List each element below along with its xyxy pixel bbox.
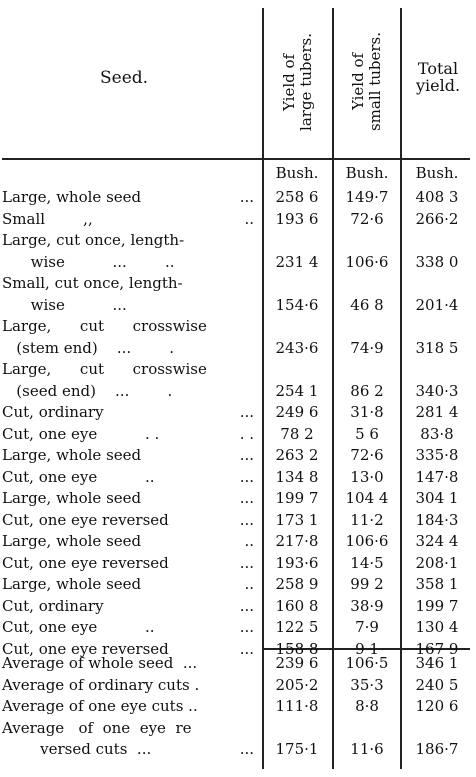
row-label xyxy=(2,403,258,421)
unit-label: Bush. xyxy=(415,164,459,182)
small-yield-cell: 72·6 xyxy=(350,446,384,464)
large-yield-cell: 78 2 xyxy=(280,424,314,443)
total-yield-cell: 147·8 xyxy=(415,467,459,486)
row-leader-dots: ... xyxy=(239,188,254,206)
row-label xyxy=(2,511,258,529)
row-label xyxy=(2,575,258,593)
total-yield-cell: 304 1 xyxy=(415,489,459,507)
large-yield-cell: 154·6 xyxy=(275,295,319,314)
row-leader-dots: .. xyxy=(244,575,254,593)
large-yield-cell: 122 5 xyxy=(275,618,319,636)
row-label-text: Large, whole seed xyxy=(2,489,142,507)
total-yield-cell: 318 5 xyxy=(415,338,459,357)
row-label xyxy=(2,532,258,550)
row-label-text: wise ... xyxy=(2,295,127,314)
row-label-text: (stem end) ... . xyxy=(2,338,175,357)
row-label-text: Small ,, xyxy=(2,209,93,228)
total-yield-cell: 208·1 xyxy=(415,553,459,572)
small-tubers-header: Yield of small tubers. xyxy=(349,32,384,132)
row-label-text: Large, cut once, length- xyxy=(2,231,185,249)
total-yield-cell: 120 6 xyxy=(415,697,459,715)
row-leader-dots: ... xyxy=(239,553,254,572)
row-label-text: Large, whole seed xyxy=(2,446,142,464)
total-yield-cell: 338 0 xyxy=(415,252,459,271)
row-label xyxy=(2,697,258,715)
large-yield-cell: 160 8 xyxy=(275,596,319,615)
row-label-text: Cut, one eye .. xyxy=(2,467,155,486)
large-tubers-header: Yield of large tubers. xyxy=(280,33,315,131)
total-yield-cell: 201·4 xyxy=(415,295,459,314)
row-label-text: Small, cut once, length- xyxy=(2,274,183,292)
large-yield-cell: 193·6 xyxy=(275,553,319,572)
row-label-text: Large, whole seed xyxy=(2,575,142,593)
small-yield-cell: 106·6 xyxy=(345,252,389,271)
row-label-text: Large, whole seed xyxy=(2,188,142,206)
row-leader-dots: ... xyxy=(239,618,254,636)
row-label xyxy=(2,188,258,206)
large-yield-cell: 111·8 xyxy=(275,697,319,715)
row-label-text: Large, whole seed xyxy=(2,532,142,550)
row-label xyxy=(2,489,258,507)
row-leader-dots: ... xyxy=(239,740,254,758)
large-yield-cell: 249 6 xyxy=(275,403,319,421)
row-leader-dots: ... xyxy=(239,596,254,615)
row-label xyxy=(2,382,258,400)
row-label-text: Average of whole seed ... xyxy=(2,654,198,672)
row-label xyxy=(2,446,258,464)
small-yield-cell: 11·6 xyxy=(350,740,384,758)
small-yield-cell: 86 2 xyxy=(350,381,384,400)
small-yield-cell: 9 1 xyxy=(355,639,379,658)
row-label-text: Cut, one eye reversed xyxy=(2,510,169,529)
row-label-text: Large, cut crosswise xyxy=(2,360,207,378)
large-yield-cell: 254 1 xyxy=(275,381,319,400)
total-yield-cell: 340·3 xyxy=(415,381,459,400)
total-yield-cell: 281 4 xyxy=(415,403,459,421)
row-label-text: versed cuts ... xyxy=(2,740,152,758)
row-label-text: (seed end) ... . xyxy=(2,381,173,400)
small-yield-cell: 104 4 xyxy=(345,489,389,507)
row-label-text: Cut, ordinary xyxy=(2,403,104,421)
large-yield-cell: 158 8 xyxy=(275,639,319,658)
small-yield-cell: 38·9 xyxy=(350,596,384,615)
row-label xyxy=(2,253,258,271)
row-label xyxy=(2,554,258,572)
row-label xyxy=(2,597,258,615)
row-leader-dots: .. xyxy=(244,209,254,228)
large-yield-cell: 205·2 xyxy=(275,675,319,694)
small-yield-cell: 99 2 xyxy=(350,575,384,593)
small-yield-cell: 7·9 xyxy=(355,618,379,636)
total-yield-cell: 324 4 xyxy=(415,532,459,550)
row-label xyxy=(2,740,258,758)
total-yield-cell: 408 3 xyxy=(415,188,459,206)
row-label xyxy=(2,210,258,228)
large-yield-cell: 199 7 xyxy=(275,489,319,507)
row-leader-dots: ... xyxy=(239,489,254,507)
large-yield-cell: 239 6 xyxy=(275,654,319,672)
small-yield-cell: 149·7 xyxy=(345,188,389,206)
row-label xyxy=(2,676,258,694)
large-tubers-header-cell xyxy=(264,12,332,152)
large-yield-cell: 258 6 xyxy=(275,188,319,206)
header-rule xyxy=(2,158,470,160)
total-yield-cell: 186·7 xyxy=(415,740,459,758)
row-label-text: Cut, one eye reversed xyxy=(2,553,169,572)
row-label xyxy=(2,274,258,292)
row-label xyxy=(2,317,258,335)
row-label-text: wise ... .. xyxy=(2,252,175,271)
row-label xyxy=(2,360,258,378)
small-yield-cell: 13·0 xyxy=(350,467,384,486)
row-label xyxy=(2,425,258,443)
small-yield-cell: 72·6 xyxy=(350,209,384,228)
row-leader-dots: ... xyxy=(239,510,254,529)
total-yield-cell: 130 4 xyxy=(415,618,459,636)
row-label-text: Average of ordinary cuts . xyxy=(2,675,200,694)
column-divider xyxy=(400,8,402,769)
small-yield-cell: 74·9 xyxy=(350,338,384,357)
row-label xyxy=(2,719,258,737)
total-yield-cell: 346 1 xyxy=(415,654,459,672)
total-yield-cell: 358 1 xyxy=(415,575,459,593)
total-yield-cell: 184·3 xyxy=(415,510,459,529)
total-yield-header: Total yield. xyxy=(415,59,461,95)
large-yield-cell: 173 1 xyxy=(275,510,319,529)
small-yield-cell: 11·2 xyxy=(350,510,384,529)
large-yield-cell: 217·8 xyxy=(275,532,319,550)
small-yield-cell: 46 8 xyxy=(350,295,384,314)
total-yield-cell: 240 5 xyxy=(415,675,459,694)
large-yield-cell: 193 6 xyxy=(275,209,319,228)
row-leader-dots: .. xyxy=(244,532,254,550)
row-label xyxy=(2,231,258,249)
row-leader-dots: ... xyxy=(239,467,254,486)
row-label-text: Cut, one eye reversed xyxy=(2,639,169,658)
unit-label: Bush. xyxy=(275,164,319,182)
row-label-text: Average of one eye cuts .. xyxy=(2,697,198,715)
row-leader-dots: . . xyxy=(239,424,254,443)
large-yield-cell: 243·6 xyxy=(275,338,319,357)
small-yield-cell: 106·6 xyxy=(345,532,389,550)
small-yield-cell: 5 6 xyxy=(355,424,379,443)
total-yield-cell: 83·8 xyxy=(420,424,454,443)
row-label-text: Cut, ordinary xyxy=(2,596,104,615)
small-yield-cell: 106·5 xyxy=(345,654,389,672)
large-yield-cell: 175·1 xyxy=(275,740,319,758)
row-label xyxy=(2,339,258,357)
row-label xyxy=(2,618,258,636)
row-label xyxy=(2,468,258,486)
large-yield-cell: 258 9 xyxy=(275,575,319,593)
row-label-text: Cut, one eye . . xyxy=(2,424,160,443)
small-tubers-header-cell xyxy=(334,12,400,152)
small-yield-cell: 8·8 xyxy=(355,697,379,715)
unit-label: Bush. xyxy=(345,164,389,182)
row-label-text: Large, cut crosswise xyxy=(2,317,207,335)
seed-column-header: Seed. xyxy=(100,68,149,88)
row-leader-dots: ... xyxy=(239,403,254,421)
large-yield-cell: 134 8 xyxy=(275,467,319,486)
row-label xyxy=(2,654,258,672)
total-yield-cell: 199 7 xyxy=(415,596,459,615)
large-yield-cell: 263 2 xyxy=(275,446,319,464)
row-label-text: Cut, one eye .. xyxy=(2,618,155,636)
row-leader-dots: ... xyxy=(239,639,254,658)
small-yield-cell: 35·3 xyxy=(350,675,384,694)
total-yield-cell: 266·2 xyxy=(415,209,459,228)
row-leader-dots: ... xyxy=(239,446,254,464)
total-yield-cell: 335·8 xyxy=(415,446,459,464)
row-label xyxy=(2,296,258,314)
large-yield-cell: 231 4 xyxy=(275,252,319,271)
total-yield-cell: 167 9 xyxy=(415,639,459,658)
small-yield-cell: 14·5 xyxy=(350,553,384,572)
small-yield-cell: 31·8 xyxy=(350,403,384,421)
row-label-text: Average of one eye re xyxy=(2,718,192,737)
